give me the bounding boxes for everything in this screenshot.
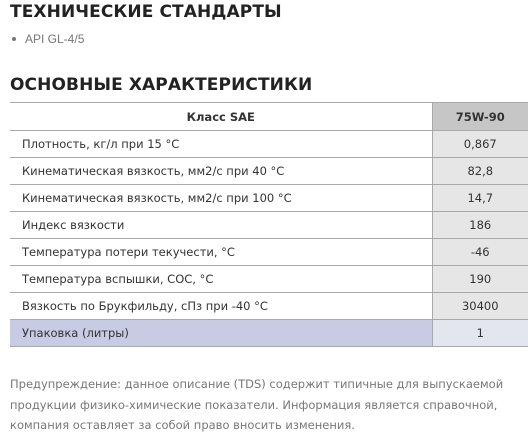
- standard-label: API GL-4/5: [25, 32, 85, 46]
- packaging-label: Упаковка (литры): [10, 320, 432, 347]
- packaging-value: 1: [432, 320, 528, 347]
- table-row: [10, 158, 528, 185]
- standards-list: [12, 32, 84, 46]
- value-density: 0,867: [432, 131, 528, 158]
- value-viscosity-index: 186: [432, 212, 528, 239]
- table-row: [10, 131, 528, 158]
- table-header-row: [10, 103, 528, 131]
- value-flash-point: 190: [432, 266, 528, 293]
- value-pour-point: -46: [432, 239, 528, 266]
- disclaimer-text: Предупреждение: данное описание (TDS) содержит типичные для выпускаемой продукции физико-химические показатели. Информация является справочной, компания оставляет за собой право вносить изменения.: [10, 377, 504, 432]
- characteristics-table: [10, 102, 528, 347]
- standards-list-item: [12, 32, 84, 46]
- parameter-viscosity-40: Кинематическая вязкость, мм2/с при 40 °С: [10, 158, 432, 185]
- main-characteristics-title: ОСНОВНЫЕ ХАРАКТЕРИСТИКИ: [10, 75, 313, 95]
- table-row: [10, 293, 528, 320]
- technical-standards-title: ТЕХНИЧЕСКИЕ СТАНДАРТЫ: [10, 2, 282, 22]
- value-brookfield-viscosity: 30400: [432, 293, 528, 320]
- parameter-density: Плотность, кг/л при 15 °С: [10, 131, 432, 158]
- value-viscosity-100: 14,7: [432, 185, 528, 212]
- value-viscosity-40: 82,8: [432, 158, 528, 185]
- table-row: [10, 239, 528, 266]
- parameter-brookfield-viscosity: Вязкость по Брукфильду, сПз при -40 °С: [10, 293, 432, 320]
- parameter-viscosity-index: Индекс вязкости: [10, 212, 432, 239]
- bullet-icon: [12, 37, 16, 41]
- parameter-flash-point: Температура вспышки, СОС, °С: [10, 266, 432, 293]
- parameter-pour-point: Температура потери текучести, °С: [10, 239, 432, 266]
- sae-class-header: Класс SAE: [10, 103, 432, 131]
- parameter-viscosity-100: Кинематическая вязкость, мм2/с при 100 °С: [10, 185, 432, 212]
- viscosity-grade-header: 75W-90: [432, 103, 528, 131]
- table-row: [10, 185, 528, 212]
- table-row: [10, 266, 528, 293]
- packaging-row: [10, 320, 528, 347]
- table-row: [10, 212, 528, 239]
